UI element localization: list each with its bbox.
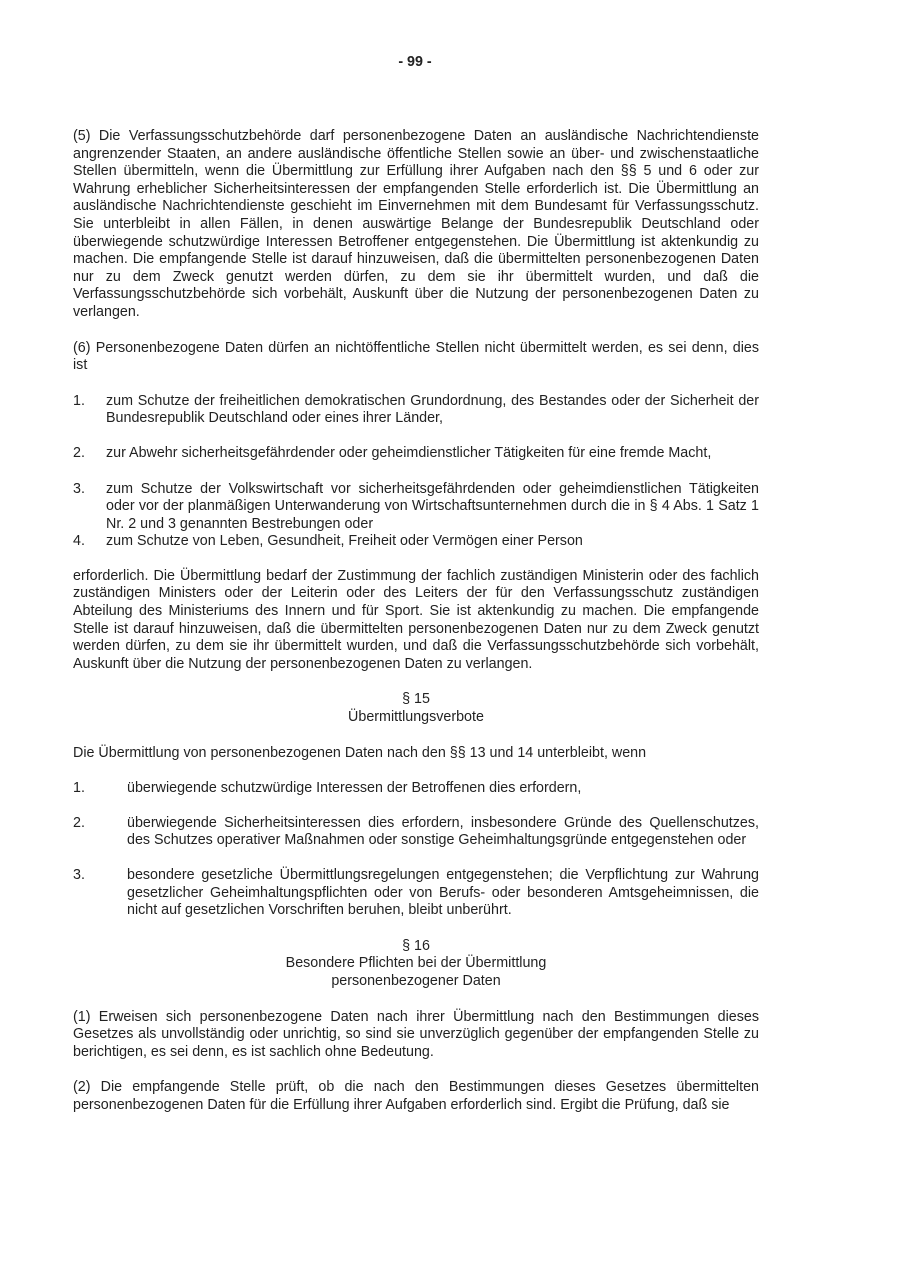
section-16-number: § 16 bbox=[402, 937, 430, 954]
section-15-title: Übermittlungsverbote bbox=[348, 709, 484, 726]
list-item-number: 3. bbox=[73, 867, 85, 883]
list-item bbox=[73, 867, 759, 920]
section-16-paragraph-1: (1) Erweisen sich personenbezogene Daten nach ihrer Übermittlung nach den Bestimmungen dieses Gesetzes als unvollständig oder unrichtig, so sind sie unverzüglich gegenüber der empfangenden Stelle zu berichtigen, es sei denn, es ist sachlich ohne Bedeutung. bbox=[73, 1008, 759, 1060]
list-item-text: zur Abwehr sicherheitsgefährdender oder geheimdienstlicher Tätigkeiten für eine fremde Macht, bbox=[106, 444, 712, 461]
section-16-title-line-2: personenbezogener Daten bbox=[331, 972, 501, 989]
list-item-number: 3. bbox=[73, 480, 85, 497]
list-item-number: 2. bbox=[73, 444, 85, 461]
list-item-text: überwiegende schutzwürdige Interessen der Betroffenen dies erfordern, bbox=[127, 780, 582, 797]
section-15-number: § 15 bbox=[402, 691, 430, 708]
list-item bbox=[73, 481, 759, 534]
paragraph-6-closing: erforderlich. Die Übermittlung bedarf der Zustimmung der fachlich zuständigen Ministerin oder des fachlich zuständigen Ministers oder der Leiterin oder des Leiters der für den Verfassungsschutz zuständigen Abteilung des Ministeriums des Innern und für Sport. Sie ist aktenkundig zu machen. Die empfangende Stelle ist darauf hinzuweisen, daß die übermittelten personenbezogenen Daten nur zu dem Zweck genutzt werden dürfen, zu dem sie ihr übermittelt wurden, und daß die Verfassungsschutzbehörde sich vorbehält, Auskunft über die Nutzung der personenbezogenen Daten zu verlangen. bbox=[73, 567, 759, 672]
paragraph-6-list bbox=[73, 393, 759, 551]
paragraph-6-intro: (6) Personenbezogene Daten dürfen an nichtöffentliche Stellen nicht übermittelt werden, es sei denn, dies ist bbox=[73, 339, 759, 374]
list-item bbox=[73, 445, 759, 463]
section-15-intro: Die Übermittlung von personenbezogenen Daten nach den §§ 13 und 14 unterbleibt, wenn bbox=[73, 744, 647, 761]
list-item-number: 1. bbox=[73, 392, 85, 409]
list-item-text: besondere gesetzliche Übermittlungsregelungen entgegenstehen; die Verpflichtung zur Wahrung gesetzlicher Geheimhaltungspflichten oder von Berufs- oder besonderen Amtsgeheimnissen, die nicht auf gesetzlichen Vorschriften beruhen, bleibt unberührt. bbox=[127, 867, 759, 919]
page-number: - 99 - bbox=[398, 54, 432, 70]
list-item bbox=[73, 815, 759, 850]
section-16-paragraph-2: (2) Die empfangende Stelle prüft, ob die nach den Bestimmungen dieses Gesetzes übermittelten personenbezogenen Daten für die Erfüllung ihrer Aufgaben erforderlich sind. Ergibt die Prüfung, daß sie bbox=[73, 1079, 759, 1113]
list-item bbox=[73, 533, 759, 551]
list-item-text: zum Schutze von Leben, Gesundheit, Freiheit oder Vermögen einer Person bbox=[106, 533, 583, 550]
page-content bbox=[73, 128, 759, 1115]
list-item-text: zum Schutze der freiheitlichen demokratischen Grundordnung, des Bestandes oder der Sicherheit der Bundesrepublik Deutschland oder eines ihrer Länder, bbox=[106, 392, 759, 427]
list-item-number: 2. bbox=[73, 814, 85, 831]
list-item bbox=[73, 780, 759, 798]
list-item-text: zum Schutze der Volkswirtschaft vor sicherheitsgefährdenden oder geheimdienstlichen Tätigkeiten oder vor der planmäßigen Unterwanderung von Wirtschaftsunternehmen durch die in § 4 Abs. 1 Satz 1 Nr. 2 und 3 genannten Bestrebungen oder bbox=[106, 480, 759, 532]
section-16-title-line-1: Besondere Pflichten bei der Übermittlung bbox=[285, 955, 547, 972]
list-item-text: überwiegende Sicherheitsinteressen dies erfordern, insbesondere Gründe des Quellenschutzes, des Schutzes operativer Maßnahmen oder sonstige Geheimhaltungsgründe entgegenstehen oder bbox=[127, 814, 759, 849]
section-15-list bbox=[73, 780, 759, 920]
paragraph-5: (5) Die Verfassungsschutzbehörde darf personenbezogene Daten an ausländische Nachrichtendienste angrenzender Staaten, an andere ausländische öffentliche Stellen sowie an über- und zwischenstaatliche Stellen übermitteln, wenn die Übermittlung zur Erfüllung ihrer Aufgaben nach den §§ 5 und 6 oder zur Wahrung erheblicher Sicherheitsinteressen der empfangenden Stelle erforderlich ist. Die Übermittlung an ausländische Nachrichtendienste geschieht im Einvernehmen mit dem Bundesamt für Verfassungsschutz. Sie unterbleibt in allen Fällen, in denen auswärtige Belange der Bundesrepublik Deutschland oder überwiegende schutzwürdige Interessen Betroffener entgegenstehen. Die Übermittlung ist aktenkundig zu machen. Die empfangende Stelle ist darauf hinzuweisen, daß die übermittelten personenbezogenen Daten nur zu dem Zweck genutzt werden dürfen, zu dem sie ihr übermittelt wurden, und daß die Verfassungsschutzbehörde sich vorbehält, Auskunft über die Nutzung der personenbezogenen Daten zu verlangen. bbox=[73, 128, 759, 320]
list-item-number: 4. bbox=[73, 533, 85, 550]
list-item-number: 1. bbox=[73, 780, 85, 797]
list-item bbox=[73, 393, 759, 428]
